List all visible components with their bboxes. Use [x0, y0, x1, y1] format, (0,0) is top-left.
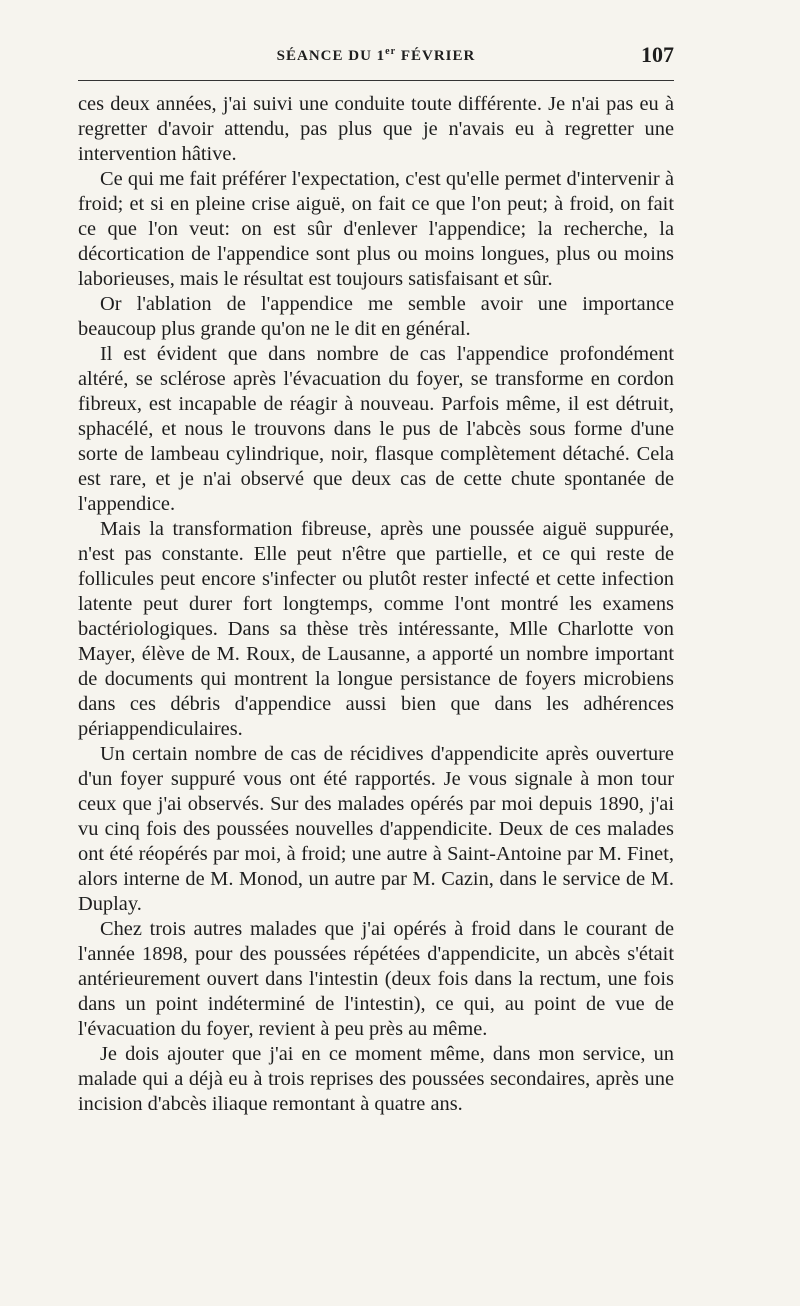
paragraph-8: Je dois ajouter que j'ai en ce moment même, dans mon service, un malade qui a déjà eu à trois reprises des poussées secondaires, après une incision d'abcès iliaque remontant à quatre ans.	[78, 1043, 674, 1115]
paragraph-5: Mais la transformation fibreuse, après une poussée aiguë suppurée, n'est pas constante. Elle peut n'être que partielle, et ce qui reste de follicules peut encore s'infecter ou plutôt rester infecté et cette infection latente peut durer fort longtemps, comme l'ont montré les examens bactériologiques. Dans sa thèse très intéressante, Mlle Charlotte von Mayer, élève de M. Roux, de Lausanne, a apporté un nombre important de documents qui montrent la longue persistance de foyers microbiens dans ces débris d'appendice aussi bien que dans les adhérences périappendiculaires.	[78, 518, 674, 740]
running-head	[78, 44, 674, 72]
paragraph-7: Chez trois autres malades que j'ai opérés à froid dans le courant de l'année 1898, pour des poussées répétées d'appendicite, un abcès s'était antérieurement ouvert dans l'intestin (deux fois dans la rectum, une fois dans un point indéterminé de l'intestin), ce qui, au point de vue de l'évacuation du foyer, revient à peu près au même.	[78, 918, 674, 1040]
paragraph-6: Un certain nombre de cas de récidives d'appendicite après ouverture d'un foyer suppuré vous ont été rapportés. Je vous signale à mon tour ceux que j'ai observés. Sur des malades opérés par moi depuis 1890, j'ai vu cinq fois des poussées nouvelles d'appendicite. Deux de ces malades ont été réopérés par moi, à froid; une autre à Saint-Antoine par M. Finet, alors interne de M. Monod, un autre par M. Cazin, dans le service de M. Duplay.	[78, 743, 674, 915]
running-title-superscript: er	[385, 46, 397, 57]
body-text	[78, 92, 674, 1117]
running-title-main: SÉANCE DU 1	[276, 48, 386, 64]
page-number: 107	[641, 42, 674, 67]
header-rule	[78, 80, 674, 81]
running-title	[78, 46, 674, 65]
paragraph-4: Il est évident que dans nombre de cas l'appendice profondément altéré, se sclérose après l'évacuation du foyer, se transforme en cordon fibreux, est incapable de réagir à nouveau. Parfois même, il est détruit, sphacélé, et nous le trouvons dans le pus de l'abcès sous forme d'une sorte de lambeau cylindrique, noir, flasque complètement détaché. Cela est rare, et je n'ai observé que deux cas de cette chute spontanée de l'appendice.	[78, 343, 674, 515]
paragraph-3: Or l'ablation de l'appendice me semble avoir une importance beaucoup plus grande qu'on ne le dit en général.	[78, 293, 674, 340]
paragraph-2: Ce qui me fait préférer l'expectation, c'est qu'elle permet d'intervenir à froid; et si en pleine crise aiguë, on fait ce que l'on peut; à froid, on fait ce que l'on veut: on est sûr d'enlever l'appendice; la recherche, la décortication de l'appendice sont plus ou moins longues, plus ou moins laborieuses, mais le résultat est toujours satisfaisant et sûr.	[78, 168, 674, 290]
paragraph-1: ces deux années, j'ai suivi une conduite toute différente. Je n'ai pas eu à regretter d'avoir attendu, pas plus que je n'avais eu à regretter une intervention hâtive.	[78, 93, 674, 165]
running-title-month: FÉVRIER	[396, 48, 476, 64]
